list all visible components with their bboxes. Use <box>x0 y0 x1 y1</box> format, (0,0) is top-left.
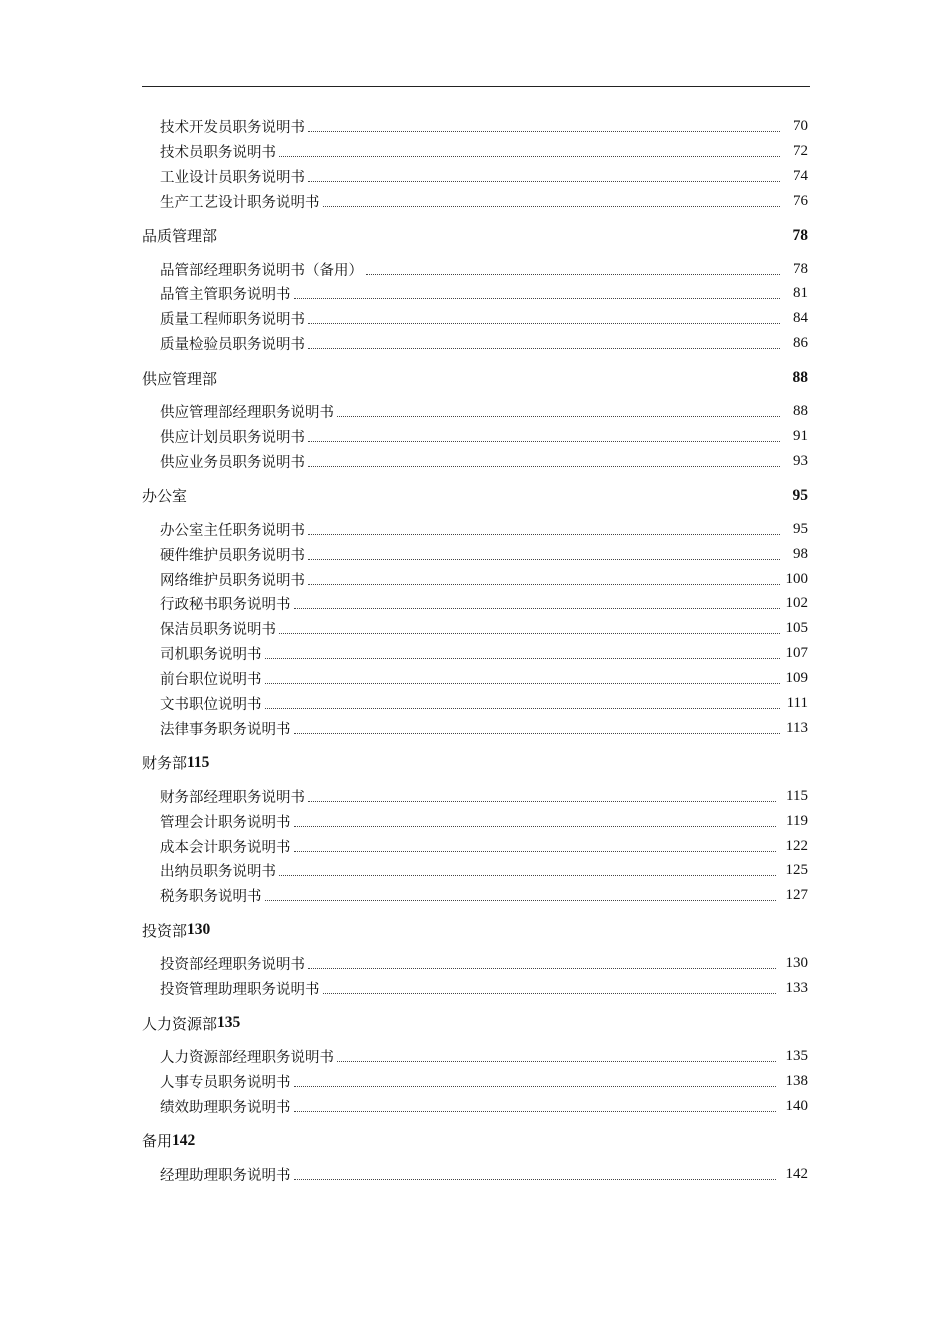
toc-entry[interactable]: 经理助理职务说明书 142 <box>160 1165 808 1184</box>
toc-entry[interactable]: 出纳员职务说明书 125 <box>160 862 808 881</box>
page-number: 113 <box>786 719 808 736</box>
page-number: 125 <box>785 862 808 879</box>
toc-entry-group <box>142 513 808 745</box>
page-number: 76 <box>793 192 808 209</box>
toc-entry[interactable]: 司机职务说明书 107 <box>160 645 808 664</box>
leader-dots <box>265 708 781 709</box>
leader-dots <box>294 298 781 299</box>
section-page-number: 115 <box>187 753 210 771</box>
toc-entry[interactable]: 工业设计员职务说明书 74 <box>160 167 808 186</box>
page-number: 130 <box>785 955 808 972</box>
leader-dots <box>294 1086 776 1087</box>
toc-entry[interactable]: 供应计划员职务说明书 91 <box>160 427 808 446</box>
toc-entry[interactable]: 品管部经理职务说明书（备用） 78 <box>160 260 808 279</box>
toc-entry[interactable]: 供应业务员职务说明书 93 <box>160 452 808 471</box>
page-number: 95 <box>793 520 808 537</box>
leader-dots <box>308 559 780 560</box>
page-number: 78 <box>793 260 808 277</box>
toc-entry[interactable]: 投资管理助理职务说明书 133 <box>160 980 808 999</box>
toc-section-heading[interactable] <box>142 1124 808 1158</box>
leader-dots <box>308 466 780 467</box>
page-number: 84 <box>793 310 808 327</box>
page-number: 88 <box>793 403 808 420</box>
toc-entry-group <box>142 1158 808 1191</box>
page-number: 109 <box>785 670 808 687</box>
toc-entry-group <box>142 112 808 218</box>
leader-dots <box>265 900 776 901</box>
leader-dots <box>279 875 776 876</box>
leader-dots <box>308 181 780 182</box>
toc-entry[interactable]: 技术开发员职务说明书 70 <box>160 117 808 136</box>
leader-dots <box>308 323 780 324</box>
leader-dots <box>294 851 776 852</box>
toc-section-heading[interactable] <box>142 1006 808 1040</box>
toc-entry[interactable]: 投资部经理职务说明书 130 <box>160 955 808 974</box>
toc-entry[interactable]: 人力资源部经理职务说明书 135 <box>160 1047 808 1066</box>
toc-section-heading[interactable] <box>142 361 808 395</box>
leader-dots <box>279 156 780 157</box>
header-rule <box>142 86 810 87</box>
page-number: 72 <box>793 142 808 159</box>
toc-entry[interactable]: 保洁员职务说明书 105 <box>160 620 808 639</box>
page-number: 122 <box>785 837 808 854</box>
leader-dots <box>308 584 780 585</box>
leader-dots <box>308 534 780 535</box>
toc-entry[interactable]: 人事专员职务说明书 138 <box>160 1072 808 1091</box>
leader-dots <box>337 1061 776 1062</box>
page-number: 138 <box>785 1072 808 1089</box>
section-page-number: 88 <box>792 369 808 387</box>
section-page-number: 135 <box>217 1014 241 1032</box>
table-of-contents <box>142 112 808 1191</box>
toc-entry[interactable]: 税务职务说明书 127 <box>160 887 808 906</box>
leader-dots <box>308 441 780 442</box>
leader-dots <box>308 131 780 132</box>
page-number: 115 <box>786 787 808 804</box>
toc-entry[interactable]: 生产工艺设计职务说明书 76 <box>160 192 808 211</box>
page-number: 102 <box>785 595 808 612</box>
toc-entry[interactable]: 办公室主任职务说明书 95 <box>160 520 808 539</box>
section-page-number: 95 <box>792 486 808 504</box>
leader-dots <box>279 633 780 634</box>
page-number: 81 <box>793 285 808 302</box>
leader-dots <box>366 274 780 275</box>
leader-dots <box>294 608 780 609</box>
page-number: 86 <box>793 335 808 352</box>
leader-dots <box>337 416 780 417</box>
toc-entry[interactable]: 成本会计职务说明书 122 <box>160 837 808 856</box>
toc-entry[interactable]: 网络维护员职务说明书 100 <box>160 570 808 589</box>
page-number: 100 <box>785 570 808 587</box>
page-number: 105 <box>785 620 808 637</box>
toc-entry[interactable]: 管理会计职务说明书 119 <box>160 812 808 831</box>
toc-entry[interactable]: 法律事务职务说明书 113 <box>160 719 808 738</box>
toc-section-heading[interactable] <box>142 479 808 513</box>
leader-dots <box>265 683 780 684</box>
toc-entry-group <box>142 253 808 361</box>
page-number: 74 <box>793 167 808 184</box>
leader-dots <box>323 993 776 994</box>
page-number: 107 <box>785 645 808 662</box>
leader-dots <box>265 658 780 659</box>
section-page-number: 142 <box>172 1131 196 1149</box>
toc-section-heading[interactable] <box>142 746 808 780</box>
section-title: 备用 <box>142 1132 173 1151</box>
toc-section-heading[interactable] <box>142 219 808 253</box>
toc-entry[interactable]: 质量检验员职务说明书 86 <box>160 335 808 354</box>
toc-entry[interactable]: 文书职位说明书 111 <box>160 694 808 713</box>
toc-entry[interactable]: 前台职位说明书 109 <box>160 670 808 689</box>
toc-entry[interactable]: 财务部经理职务说明书 115 <box>160 787 808 806</box>
toc-entry[interactable]: 质量工程师职务说明书 84 <box>160 310 808 329</box>
toc-entry-group <box>142 1040 808 1123</box>
section-title: 办公室 <box>142 487 188 506</box>
leader-dots <box>294 1179 776 1180</box>
page-number: 135 <box>785 1047 808 1064</box>
toc-entry-group <box>142 780 808 912</box>
section-page-number: 130 <box>187 921 211 939</box>
leader-dots <box>308 968 776 969</box>
page-number: 111 <box>786 694 808 711</box>
leader-dots <box>294 733 781 734</box>
toc-entry[interactable]: 硬件维护员职务说明书 98 <box>160 545 808 564</box>
toc-section-heading[interactable] <box>142 913 808 947</box>
toc-entry[interactable]: 绩效助理职务说明书 140 <box>160 1097 808 1116</box>
toc-entry[interactable]: 技术员职务说明书 72 <box>160 142 808 161</box>
page-number: 133 <box>785 980 808 997</box>
section-title: 财务部 <box>142 754 188 773</box>
section-title: 供应管理部 <box>142 369 218 388</box>
section-title: 投资部 <box>142 921 188 940</box>
page-number: 91 <box>793 427 808 444</box>
leader-dots <box>294 1111 776 1112</box>
section-title: 人力资源部 <box>142 1014 218 1033</box>
page-number: 93 <box>793 452 808 469</box>
page-number: 119 <box>786 812 808 829</box>
leader-dots <box>323 206 781 207</box>
toc-entry[interactable]: 供应管理部经理职务说明书 88 <box>160 403 808 422</box>
page-number: 142 <box>785 1165 808 1182</box>
leader-dots <box>308 801 776 802</box>
page-number: 98 <box>793 545 808 562</box>
page-number: 70 <box>793 117 808 134</box>
toc-entry-group <box>142 395 808 478</box>
page-number: 127 <box>785 887 808 904</box>
toc-entry-group <box>142 947 808 1005</box>
leader-dots <box>308 348 780 349</box>
section-title: 品质管理部 <box>142 227 218 246</box>
toc-entry[interactable]: 行政秘书职务说明书 102 <box>160 595 808 614</box>
page-number: 140 <box>785 1097 808 1114</box>
leader-dots <box>294 826 777 827</box>
section-page-number: 78 <box>792 226 808 244</box>
toc-entry[interactable]: 品管主管职务说明书 81 <box>160 285 808 304</box>
